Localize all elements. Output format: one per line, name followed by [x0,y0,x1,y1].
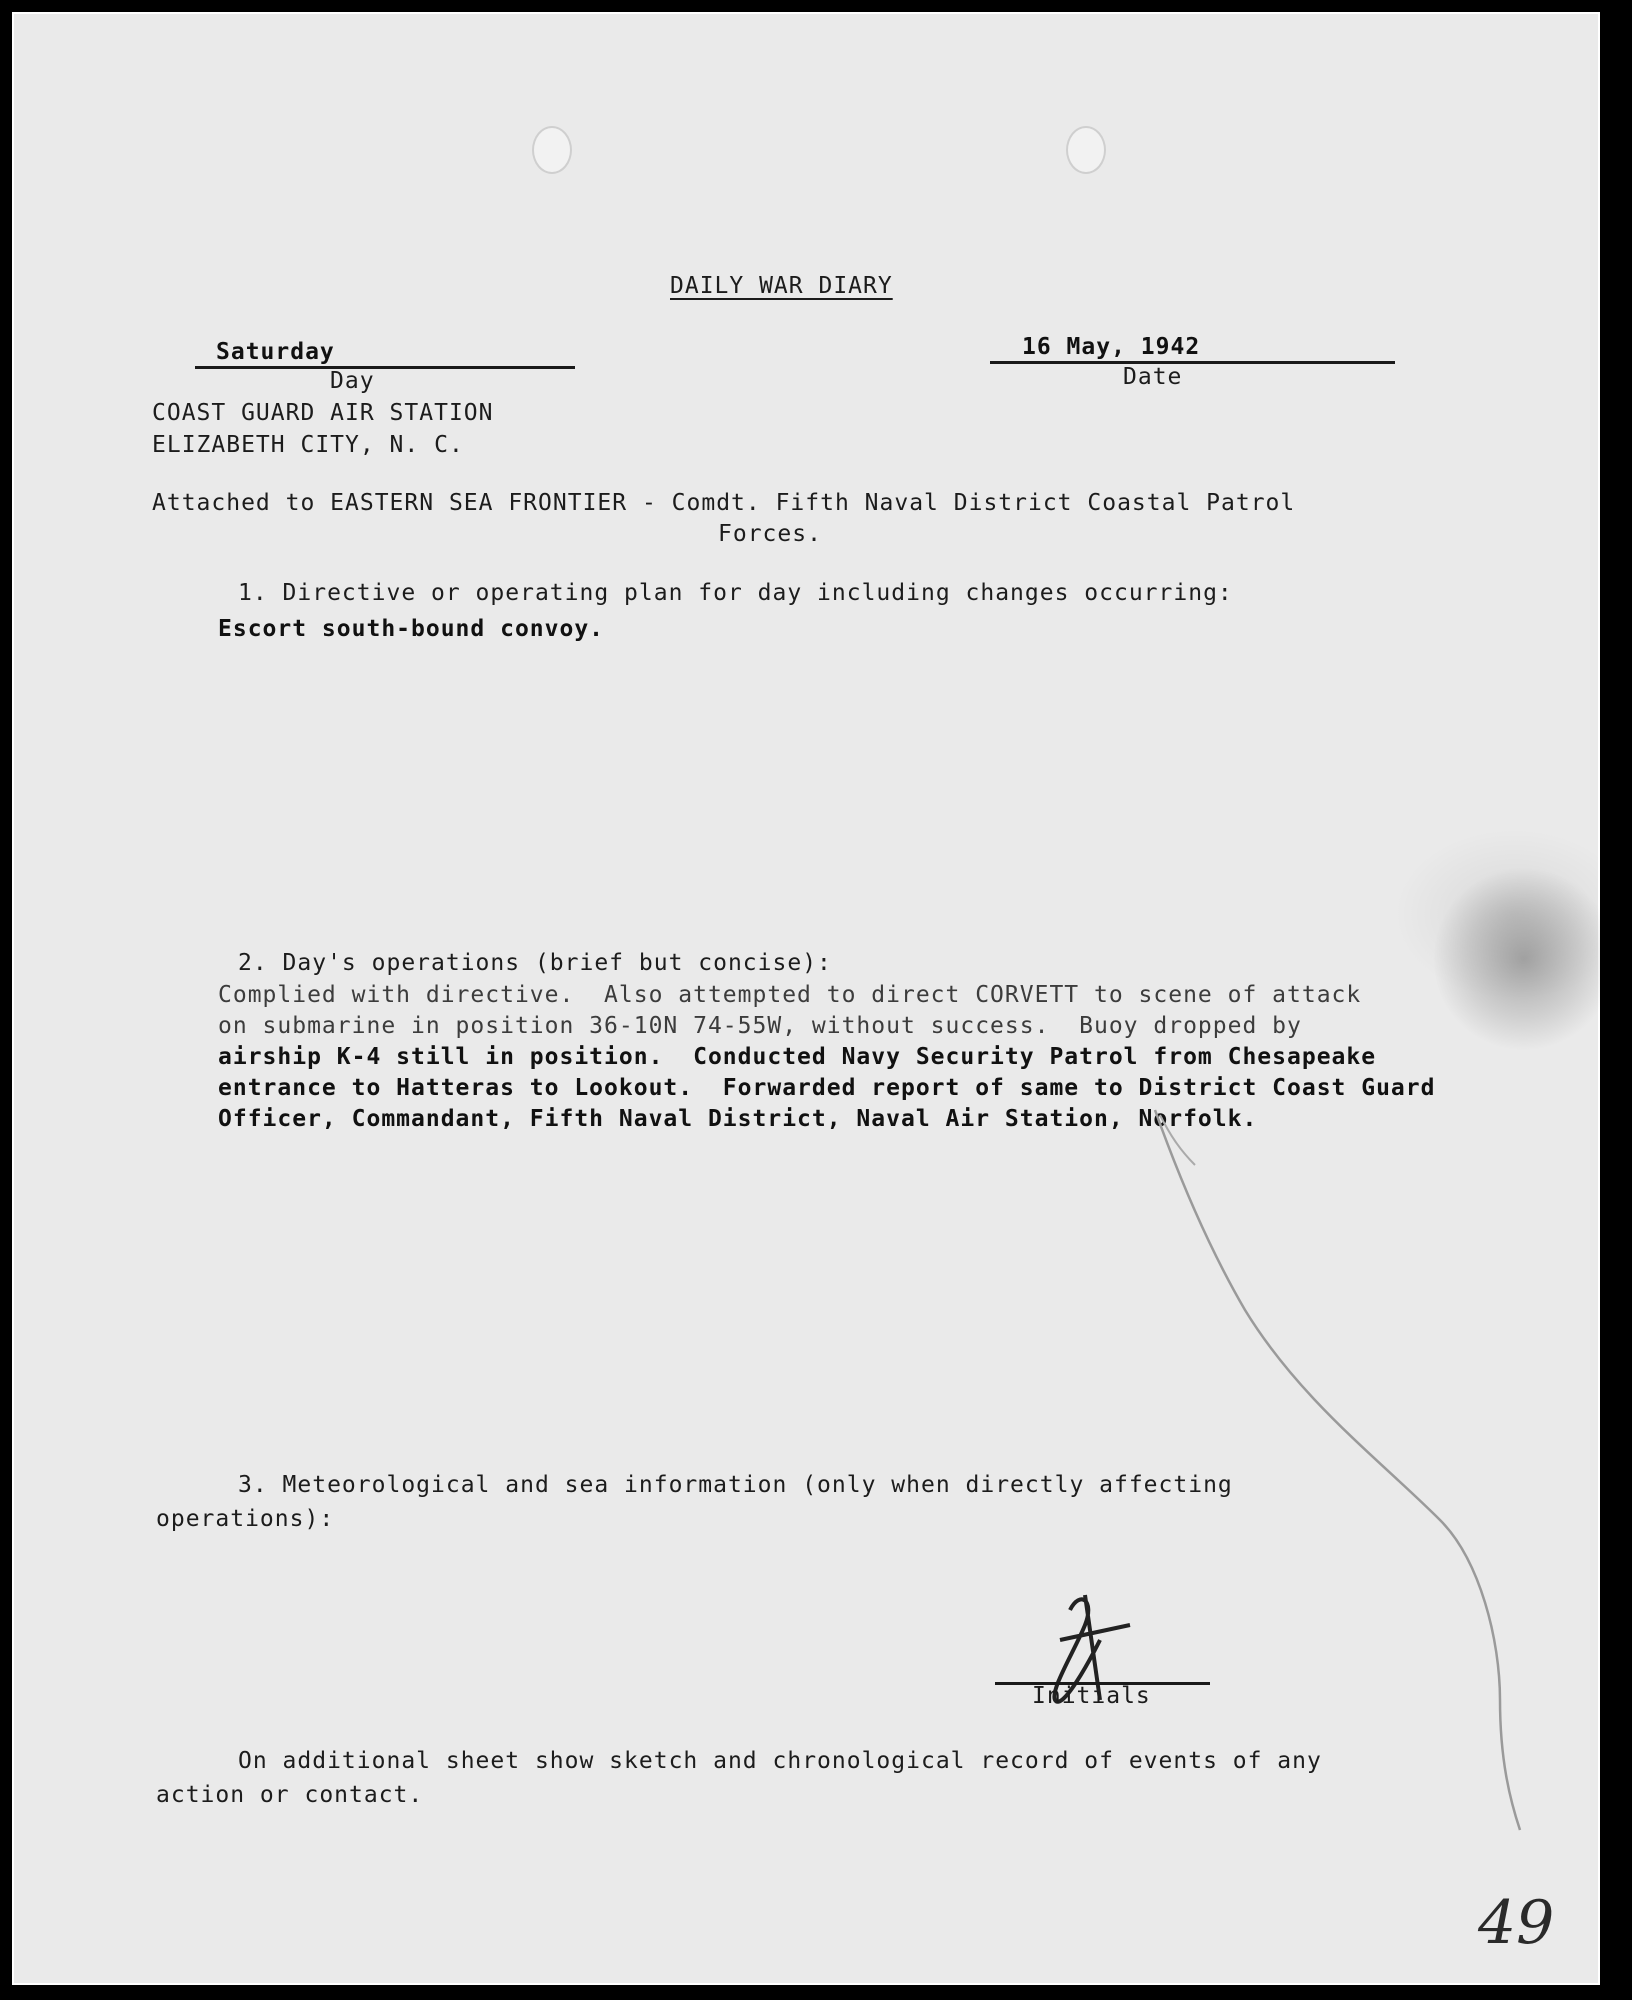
day-value: Saturday [216,339,335,365]
date-label: Date [1123,364,1183,390]
footer-line-2: action or contact. [156,1782,424,1808]
day-label: Day [330,368,375,394]
initials-label: Initials [1032,1683,1151,1709]
pencil-line [1155,1110,1520,1830]
section-1-heading: 1. Directive or operating plan for day including changes occurring: [238,580,1233,606]
section-1-body: Escort south-bound convoy. [218,616,605,642]
section-2-line: Officer, Commandant, Fifth Naval District, Naval Air Station, Norfolk. [218,1106,1258,1132]
section-2-line: on submarine in position 36-10N 74-55W, without success. Buoy dropped by [218,1013,1302,1039]
attachment-line-2: Forces. [718,521,822,547]
handwritten-page-number: 49 [1478,1888,1555,1958]
footer-line-1: On additional sheet show sketch and chronological record of events of any [238,1748,1322,1774]
date-value: 16 May, 1942 [1022,334,1201,360]
section-3-heading-cont: operations): [156,1506,335,1532]
section-2-heading: 2. Day's operations (brief but concise): [238,950,832,976]
section-2-line: airship K-4 still in position. Conducted Navy Security Patrol from Chesapeake [218,1044,1377,1070]
diary-title: DAILY WAR DIARY [670,273,893,299]
station-line-2: ELIZABETH CITY, N. C. [152,432,464,458]
attachment-line-1: Attached to EASTERN SEA FRONTIER - Comdt. Fifth Naval District Coastal Patrol [152,490,1296,516]
section-2-line: Complied with directive. Also attempted to direct CORVETT to scene of attack [218,982,1362,1008]
station-line-1: COAST GUARD AIR STATION [152,400,494,426]
section-2-line: entrance to Hatteras to Lookout. Forwarded report of same to District Coast Guard [218,1075,1436,1101]
section-3-heading: 3. Meteorological and sea information (only when directly affecting [238,1472,1233,1498]
